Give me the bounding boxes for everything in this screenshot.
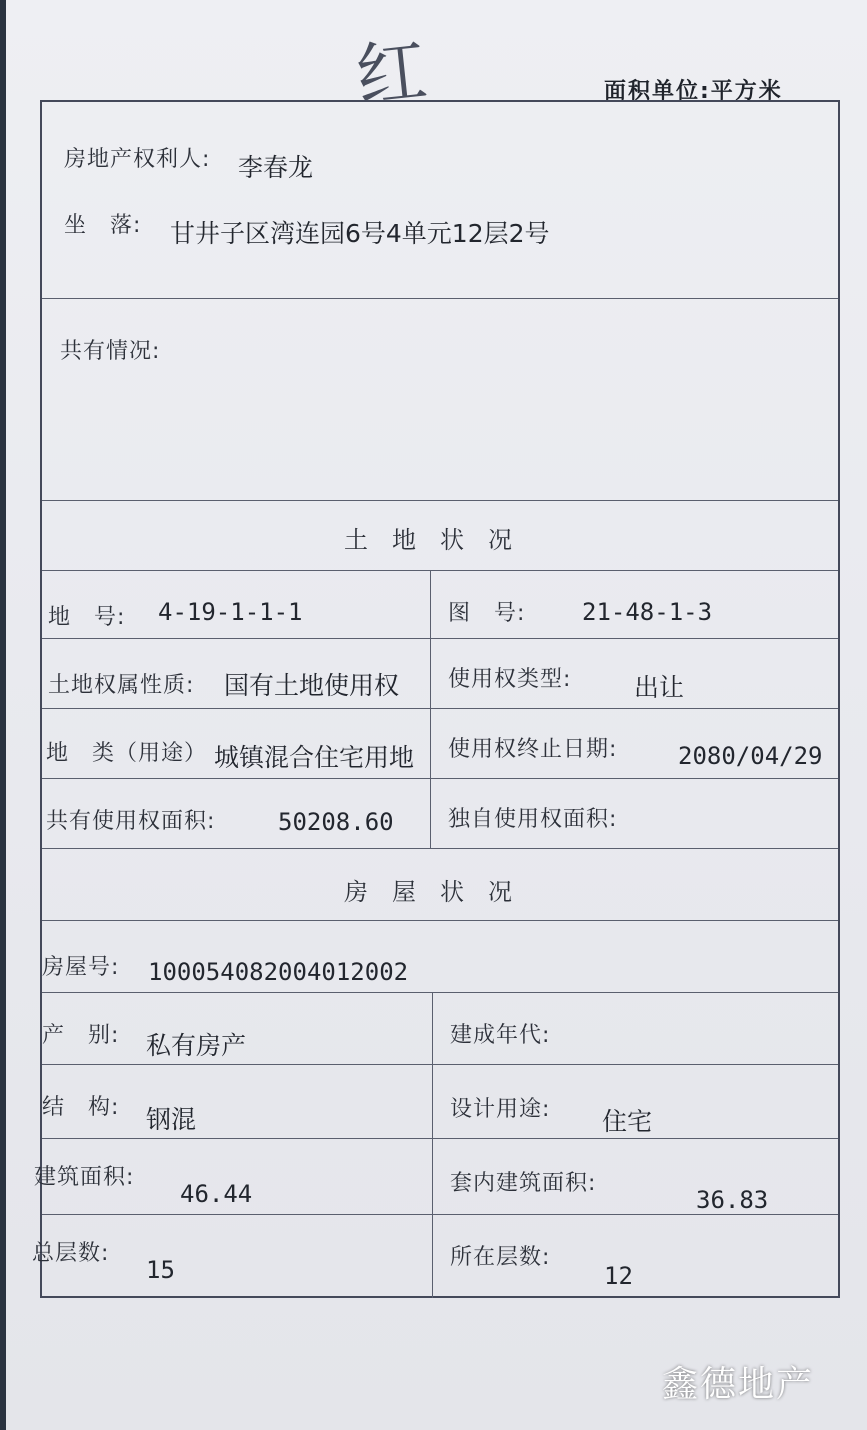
floor-no-label: 所在层数: — [450, 1245, 551, 1270]
design-use-value: 住宅 — [602, 1107, 653, 1136]
divider — [42, 570, 838, 571]
area-unit-note: 面积单位:平方米 — [604, 79, 783, 104]
land-section-title: 土地状况 — [344, 526, 536, 554]
co-ownership-label: 共有情况: — [60, 339, 161, 364]
land-use-value: 城镇混合住宅用地 — [214, 743, 415, 772]
watermark: 鑫德地产 — [662, 1364, 815, 1405]
divider — [42, 848, 838, 849]
handwritten-mark: 红 — [352, 29, 425, 119]
design-use-label: 设计用途: — [450, 1097, 551, 1122]
divider — [42, 638, 838, 639]
house-section-title: 房屋状况 — [344, 878, 536, 906]
map-no-label: 图 号: — [448, 601, 526, 626]
divider — [42, 992, 838, 993]
inner-area-label: 套内建筑面积: — [450, 1171, 597, 1196]
lot-no-label: 地 号: — [48, 605, 126, 630]
right-nature-label: 土地权属性质: — [48, 673, 195, 698]
location-label: 坐 落: — [64, 213, 142, 238]
certificate-page — [6, 0, 867, 1430]
divider — [42, 920, 838, 921]
right-type-value: 出让 — [634, 673, 685, 702]
divider — [42, 1214, 838, 1215]
floor-area-label: 建筑面积: — [34, 1165, 135, 1190]
floor-no-value: 12 — [604, 1262, 633, 1290]
property-form — [32, 100, 840, 1298]
total-floors-label: 总层数: — [32, 1241, 110, 1266]
property-type-label: 产 别: — [42, 1023, 120, 1048]
exclusive-area-label: 独自使用权面积: — [448, 807, 618, 832]
inner-area-value: 36.83 — [696, 1186, 769, 1214]
column-divider — [430, 570, 431, 848]
land-use-label: 地 类（用途） — [46, 741, 208, 766]
end-date-value: 2080/04/29 — [678, 742, 823, 770]
right-type-label: 使用权类型: — [448, 667, 572, 692]
owner-value: 李春龙 — [238, 153, 314, 182]
lot-no-value: 4-19-1-1-1 — [158, 598, 303, 626]
built-year-label: 建成年代: — [450, 1023, 551, 1048]
end-date-label: 使用权终止日期: — [448, 737, 618, 762]
divider — [42, 708, 838, 709]
structure-label: 结 构: — [42, 1095, 120, 1120]
divider — [42, 778, 838, 779]
divider — [42, 1138, 838, 1139]
location-value: 甘井子区湾连园6号4单元12层2号 — [170, 219, 550, 248]
right-nature-value: 国有土地使用权 — [224, 671, 400, 700]
house-no-value: 100054082004012002 — [148, 958, 409, 986]
shared-area-value: 50208.60 — [278, 808, 394, 836]
total-floors-value: 15 — [146, 1256, 175, 1284]
divider — [42, 298, 838, 299]
divider — [42, 1064, 838, 1065]
floor-area-value: 46.44 — [180, 1180, 253, 1208]
divider — [42, 500, 838, 501]
property-type-value: 私有房产 — [146, 1031, 247, 1060]
owner-label: 房地产权利人: — [64, 147, 211, 172]
shared-area-label: 共有使用权面积: — [46, 809, 216, 834]
house-no-label: 房屋号: — [42, 955, 120, 980]
structure-value: 钢混 — [146, 1105, 197, 1134]
map-no-value: 21-48-1-3 — [582, 598, 713, 626]
column-divider — [432, 992, 433, 1298]
